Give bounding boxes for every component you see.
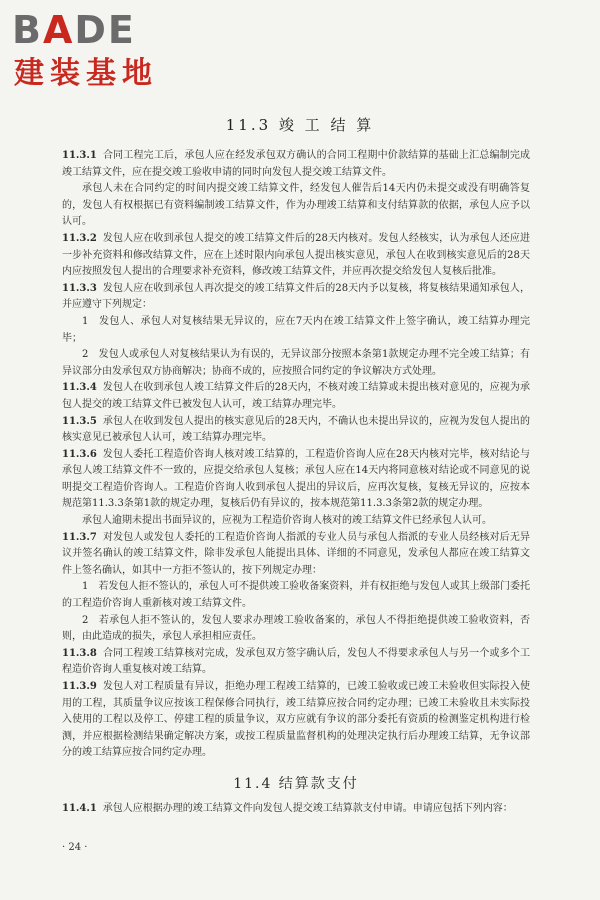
list-item: 2 若承包人拒不签认的，发包人要求办理竣工验收备案的，承包人不得拒绝提供竣工验收资料，否则，由此造成的损失，承包人承担相应责任。: [62, 614, 530, 643]
clause-11-3-1: 11.3.1 合同工程完工后，承包人应在经发承包双方确认的合同工程期中价款结算的基础上汇总编制完成竣工结算文件，应在提交竣工验收申请的同时向发包人提交竣工结算文件。: [62, 150, 530, 178]
page-number: · 24 ·: [62, 842, 88, 853]
subsection-title: 11.4 结算款支付: [233, 775, 359, 792]
clause-11-3-6: 11.3.6 发包人委托工程造价咨询人核对竣工结算的，工程造价咨询人应在28天内核对完毕，核对结论与承包人竣工结算文件不一致的，应提交给承包人复核；承包人应在14天内将同意核对结论或不同意见的说明提交工程造价咨询人。工程造价咨询人收到承包人提出的异议后，应再次复核，复核无异议的，应按本规范第11.3.3条第1款的规定办理，复核后仍有异议的，按本规范第11.3.3条第2款的规定办理。: [62, 448, 530, 510]
clause-11-3-4: 11.3.4 发包人在收到承包人竣工结算文件后的28天内，不核对竣工结算或未提出核对意见的，应视为承包人提交的竣工结算文件已被发包人认可，竣工结算办理完毕。: [62, 382, 530, 410]
clause-11-3-2: 11.3.2 发包人应在收到承包人提交的竣工结算文件后的28天内核对。发包人经核实，认为承包人还应进一步补充资料和修改结算文件，应在上述时限内向承包人提出核实意见，承包人在收到核实意见后的28天内应按照发包人提出的合理要求补充资料，修改竣工结算文件，并应再次提交给发包人复核后批准。: [62, 232, 530, 278]
paragraph: 承包人逾期未提出书面异议的，应视为工程造价咨询人核对的竣工结算文件已经承包人认可。: [82, 515, 492, 527]
clause-11-4-1: 11.4.1 承包人应根据办理的竣工结算文件向发包人提交竣工结算款支付申请。申请应包括下列内容：: [62, 802, 513, 814]
logo-wordmark: BADE: [12, 8, 136, 52]
document-body: [62, 148, 530, 817]
paragraph: 承包人未在合同约定的时间内提交竣工结算文件，经发包人催告后14天内仍未提交或没有明确答复的，发包人有权根据已有资料编制竣工结算文件，作为办理竣工结算和支付结算款的依据，承包人应予以认可。: [62, 183, 530, 228]
clause-11-3-9: 11.3.9 发包人对工程质量有异议，拒绝办理工程竣工结算的，已竣工验收或已竣工未验收但实际投入使用的工程，其质量争议应按该工程保修合同执行，竣工结算应按合同约定办理；已竣工未验收且未实际投入使用的工程以及停工、停建工程的质量争议，双方应就有争议的部分委托有资质的检测鉴定机构进行检测，并应根据检测结果确定解决方案，或按工程质量监督机构的处理决定执行后办理竣工结算，无争议部分的竣工结算应按合同约定办理。: [62, 681, 530, 759]
list-item: 2 发包人或承包人对复核结果认为有误的，无异议部分按照本条第1款规定办理不完全竣工结算；有异议部分由发承包双方协商解决；协商不成的，应按照合同约定的争议解决方式处理。: [62, 349, 530, 377]
bade-logo: [12, 8, 162, 103]
clause-11-3-3: 11.3.3 发包人应在收到承包人再次提交的竣工结算文件后的28天内予以复核，将复核结果通知承包人，并应遵守下列规定：: [62, 282, 530, 311]
clause-11-3-7: 11.3.7 对发包人或发包人委托的工程造价咨询人指派的专业人员与承包人指派的专业人员经核对后无异议并签名确认的竣工结算文件，除非发承包人能提出具体、详细的不同意见，发承包人都应在竣工结算文件上签名确认，如其中一方拒不签认的，按下列规定办理：: [62, 531, 530, 576]
list-item: 1 若发包人拒不签认的，承包人可不提供竣工验收备案资料，并有权拒绝与发包人或其上级部门委托的工程造价咨询人重新核对竣工结算文件。: [62, 581, 530, 610]
section-title: 11.3 竣 工 结 算: [225, 116, 375, 134]
list-item: 1 发包人、承包人对复核结果无异议的，应在7天内在竣工结算文件上签字确认，竣工结算办理完毕；: [62, 315, 530, 344]
clause-11-3-5: 11.3.5 承包人在收到发包人提出的核实意见后的28天内，不确认也未提出异议的，应视为发包人提出的核实意见已被承包人认可，竣工结算办理完毕。: [62, 415, 530, 444]
logo-chinese-name: 建装基地: [14, 56, 158, 91]
clause-11-3-8: 11.3.8 合同工程竣工结算核对完成，发承包双方签字确认后，发包人不得要求承包人与另一个或多个工程造价咨询人重复核对竣工结算。: [62, 647, 530, 676]
